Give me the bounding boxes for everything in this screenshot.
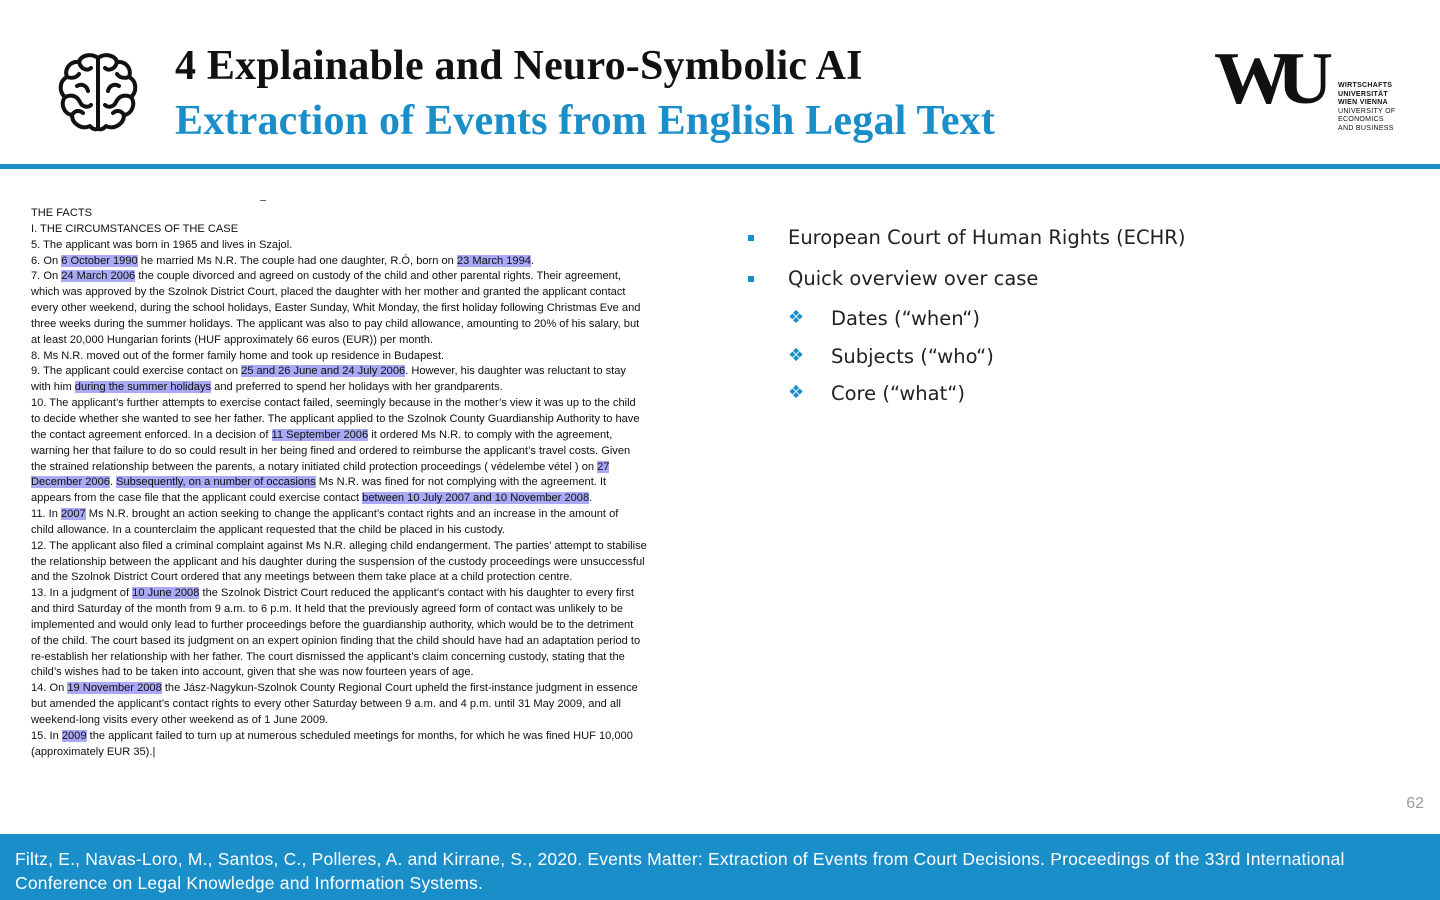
document-text: implemented and would only lead to further proceedings before the guardianship authority, which would be to the detriment [31,618,634,631]
document-line [31,364,731,380]
event-highlight: 24 March 2006 [61,270,136,283]
sub-bullet-text: Subjects (“who“) [831,345,994,368]
document-line [31,665,731,681]
document-line [31,602,731,618]
document-text: the Szolnok District Court reduced the applicant’s contact with his daughter to every first [199,587,634,600]
document-line [31,396,731,412]
document-text: 7. On [31,270,62,283]
document-text: I. THE CIRCUMSTANCES OF THE CASE [31,222,239,235]
document-text: (approximately EUR 35).| [31,745,156,758]
document-text: he married Ms N.R. The couple had one daughter, R.Ó, born on [137,254,457,267]
document-text: 6. On [31,254,62,267]
document-text: to decide whether she wanted to see her father. The applicant applied to the Szolnok County Guardianship Authority to have [31,412,640,425]
event-highlight: between 10 July 2007 and 10 November 2008 [362,492,590,505]
document-line [31,380,731,396]
square-bullet-icon [748,235,754,241]
document-line [31,475,731,491]
event-highlight: Subsequently, on a number of occasions [116,476,316,489]
wu-logo-line: UNIVERSITY OF [1338,107,1396,115]
bullet-text: European Court of Human Rights (ECHR) [788,226,1186,249]
wu-logo-text [1338,82,1395,134]
event-highlight: 2009 [61,729,87,742]
document-text: 14. On [31,682,68,695]
document-text: . However, his daughter was reluctant to stay [405,365,626,378]
document-text: the strained relationship between the parents, a notary initiated child protection proceedings ( védelembe vétel ) on [31,460,598,473]
footer-citation: Filtz, E., Navas-Loro, M., Santos, C., Polleres, A. and Kirrane, S., 2020. Events Matter: Extraction of Events from Court Decisions. Proceedings of the 33rd International Conference on Legal Knowledge and Information Systems. [15,849,1345,893]
document-text: the relationship between the applicant and his daughter during the suspension of the custody proceedings were unsuccessful [31,555,645,568]
document-text: 13. In a judgment of [31,587,133,600]
document-text: weekend-long visits every other weekend as of 1 June 2009. [31,714,329,726]
document-line [31,428,731,444]
wu-logo-line: UNIVERSITÄT [1338,90,1388,98]
document-text: THE FACTS [31,207,93,219]
document-text: the applicant failed to turn up at numerous scheduled meetings for months, for which he was fined HUF 10,000 [86,729,633,742]
document-line [31,697,731,713]
document-line [31,317,731,333]
document-line [31,238,731,254]
document-text: 15. In [31,729,62,742]
document-line [31,586,731,602]
document-text: of the child. The court based its judgment on an expert opinion finding that the child should have had an adaptation period to [31,634,641,647]
document-line [31,618,731,634]
square-bullet-icon [748,276,754,282]
document-line [31,523,731,539]
document-line [31,650,731,666]
document-text: 5. The applicant was born in 1965 and lives in Szajol. [31,238,293,251]
document-text: the couple divorced and agreed on custody of the child and other parental rights. Their agreement, [135,270,621,283]
document-text: but amended the applicant’s contact rights to every other Saturday between 9 a.m. and 4 p.m. until 31 May 2009, and all [31,698,621,711]
event-highlight: 10 June 2008 [132,587,200,600]
document-line [31,206,731,222]
document-line [31,349,731,365]
document-line [31,254,731,270]
document-text: and preferred to spend her holidays with her grandparents. [211,381,503,394]
event-highlight: 27 [597,460,610,473]
bullet-text: Quick overview over case [788,267,1039,290]
document-line [31,713,731,729]
document-line [31,269,731,285]
document-line [31,507,731,523]
document-line [31,412,731,428]
document-text: which was approved by the Szolnok District Court, placed the daughter with her mother and granted the applicant contact [31,286,626,299]
document-line [31,301,731,317]
document-line [31,333,731,349]
event-highlight: 11 September 2006 [271,428,369,441]
diamond-bullet-icon: ❖ [788,382,805,403]
wu-logo-line: WIRTSCHAFTS [1338,82,1393,89]
document-line [31,460,731,476]
document-line [31,555,731,571]
wu-logo-mark: WU [1214,38,1319,120]
document-text: child’s wishes had to be taken into account, given that she was now fourteen years of age. [31,666,474,679]
document-text: and the Szolnok District Court ordered that any meetings between them take place at a child protection centre. [31,571,573,584]
document-text: and third Saturday of the month from 9 a.m. to 6 p.m. It held that the previously agreed form of contact was unlikely to be [31,603,623,616]
wu-logo-line: ECONOMICS [1338,116,1384,124]
event-highlight: 6 October 1990 [61,254,138,267]
event-highlight: 2007 [61,508,86,521]
event-highlight: during the summer holidays [74,381,212,394]
document-text: child allowance. In a counterclaim the applicant requested that the child be placed in his custody. [31,523,506,536]
document-text: it ordered Ms N.R. to comply with the agreement, [368,428,613,441]
document-text: . [530,254,535,267]
wu-logo-line: WIEN VIENNA [1338,99,1388,107]
document-line [31,222,731,238]
document-text: 9. The applicant could exercise contact on [31,365,242,378]
scan-mark [260,200,266,201]
diamond-bullet-icon: ❖ [788,307,805,328]
slide-title: 4 Explainable and Neuro-Symbolic AI [175,43,863,89]
document-text: 12. The applicant also filed a criminal complaint against Ms N.R. alleging child endangerment. The parties’ attempt to stabilise [31,539,647,552]
document-line [31,491,731,507]
page-number: 62 [1406,795,1424,812]
slide-subtitle: Extraction of Events from English Legal Text [175,98,996,144]
document-text: warning her that failure to do so could result in her being fined and ordered to reimburse the applicant’s travel costs. Given [31,444,631,457]
document-line [31,681,731,697]
document-text: the Jász-Nagykun-Szolnok County Regional Court upheld the first-instance judgment in essence [161,682,638,695]
document-text: . [109,476,117,489]
document-line [31,539,731,555]
document-text: Ms N.R. brought an action seeking to change the applicant’s contact rights and an increase in the amount of [85,508,619,521]
wu-logo-line: AND BUSINESS [1338,124,1394,132]
diamond-bullet-icon: ❖ [788,345,805,366]
document-text: the contact agreement enforced. In a decision of [31,428,272,441]
document-text: every other weekend, during the school holidays, Easter Sunday, Whit Monday, the first holiday following Christmas Eve and [31,302,641,315]
document-text: 8. Ms N.R. moved out of the former family home and took up residence in Budapest. [31,349,445,362]
document-text: Ms N.R. was fined for not complying with the agreement. It [315,476,607,489]
document-text: . [589,492,593,505]
document-text: 10. The applicant’s further attempts to exercise contact failed, seemingly because in the mother’s view it was up to the child [31,397,636,410]
brain-icon [55,50,141,136]
document-line [31,634,731,650]
document-text: at least 20,000 Hungarian forints (HUF approximately 66 euros (EUR)) per month. [31,333,434,346]
event-highlight: 23 March 1994 [456,254,531,267]
document-text: appears from the case file that the applicant could exercise contact [31,492,363,505]
event-highlight: 25 and 26 June and 24 July 2006 [241,365,406,378]
document-line [31,729,731,745]
legal-text-excerpt [31,206,731,761]
wu-logo [1214,38,1404,147]
document-text: three weeks during the summer holidays. The applicant was also to pay child allowance, amounting to 20% of his salary, but [31,317,640,330]
header-divider [0,164,1440,169]
document-text: re-establish her relationship with her father. The court dismissed the applicant’s claim concerning custody, stating that the [31,650,625,663]
event-highlight: December 2006 [31,476,110,489]
document-line [31,570,731,586]
document-line [31,745,731,761]
document-text: 11. In [31,508,62,521]
document-text: with him [31,381,75,394]
sub-bullet-text: Dates (“when“) [831,307,980,330]
document-line [31,444,731,460]
document-line [31,285,731,301]
sub-bullet-text: Core (“what“) [831,382,965,405]
event-highlight: 19 November 2008 [67,682,162,695]
